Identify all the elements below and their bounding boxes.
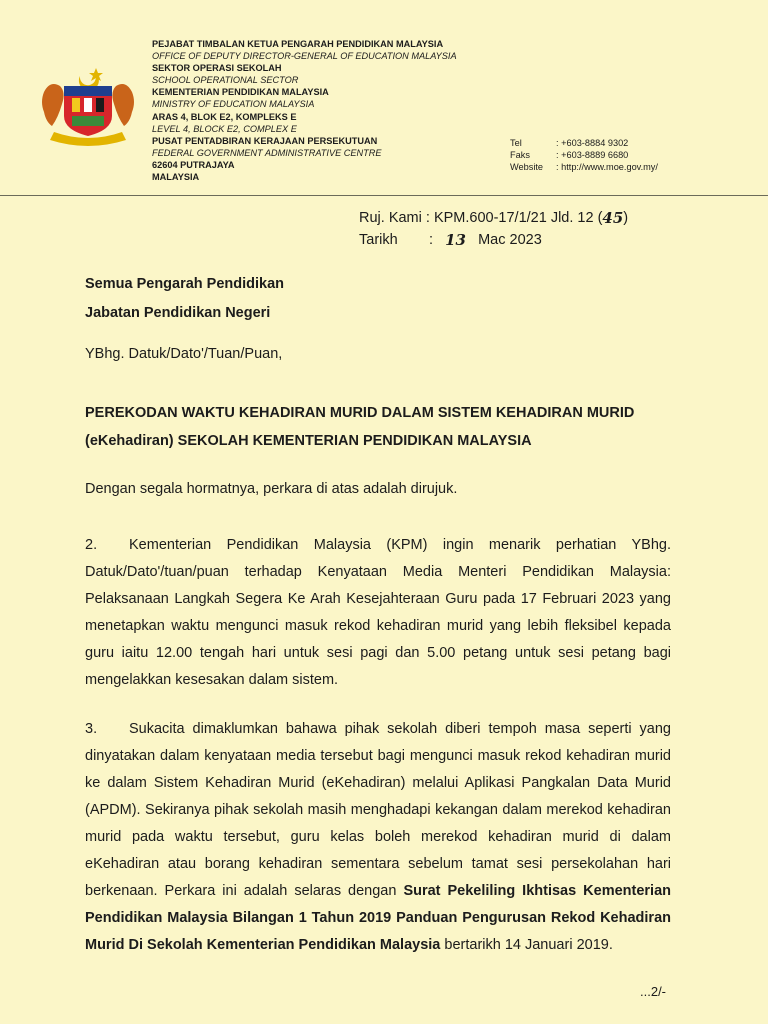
paragraph-text: Sukacita dimaklumkan bahawa pihak sekolah diberi tempoh masa seperti yang dinyatakan dalam kenyataan media tersebut bagi mengunci masuk rekod kehadiran murid ke dalam Sistem Kehadiran Murid (eKehadiran) melalui Aplikasi Pangkalan Data Murid (APDM). Sekiranya pihak sekolah masih menghadapi kekangan dalam merekod kehadiran murid pada waktu tersebut, guru kelas boleh merekod kehadiran murid di dalam eKehadiran atau borang kehadiran sementara sebelum tamat sesi persekolahan hari berkenaan. Perkara ini adalah selaras dengan (85, 721, 671, 899)
letterhead-contact (510, 137, 658, 173)
salutation: YBhg. Datuk/Dato'/Tuan/Puan, (85, 346, 283, 362)
tarikh-colon: : (429, 232, 434, 248)
letterhead-divider (0, 195, 768, 196)
tarikh-rest: Mac 2023 (478, 232, 542, 248)
circular-reference: Surat Pekeliling Ikhtisas Kementerian Pendidikan Malaysia Bilangan 1 Tahun 2019 Panduan Pengurusan Rekod Kehadiran Murid Di Sekolah Kementerian Pendidikan Malaysia (85, 883, 671, 953)
contact-value: : +603-8889 6680 (556, 150, 629, 161)
letterhead-line: PEJABAT TIMBALAN KETUA PENGARAH PENDIDIKAN MALAYSIA (152, 39, 444, 49)
contact-value: : +603-8884 9302 (556, 138, 629, 148)
contact-value[interactable]: : http://www.moe.gov.my/ (556, 162, 658, 173)
tarikh-day-handwritten: 13 (445, 231, 466, 249)
letterhead-line: OFFICE OF DEPUTY DIRECTOR-GENERAL OF EDUCATION MALAYSIA (152, 51, 457, 62)
paragraph-text: Kementerian Pendidikan Malaysia (KPM) ingin menarik perhatian YBhg. Datuk/Dato'/tuan/puan terhadap Kenyataan Media Menteri Pendidikan Malaysia: Pelaksanaan Langkah Segera Ke Arah Kesejahteraan Guru pada 17 Februari 2023 yang menetapkan waktu mengunci masuk rekod kehadiran murid yang lebih fleksibel kepada guru iaitu 12.00 tengah hari untuk sesi pagi dan 5.00 petang untuk sesi petang bagi mengelakkan kesesakan dalam sistem. (85, 537, 671, 688)
reference-date (359, 229, 628, 251)
letterhead-line: ARAS 4, BLOK E2, KOMPLEKS E (152, 111, 297, 122)
letterhead-line: LEVEL 4, BLOCK E2, COMPLEX E (152, 123, 297, 134)
ruj-handwritten: 45 (602, 209, 624, 227)
contact-label: Faks (510, 150, 530, 161)
reference-number (359, 207, 628, 229)
letterhead-line: MALAYSIA (152, 172, 200, 183)
page-continuation: ...2/- (640, 984, 667, 999)
ruj-close: ) (623, 210, 629, 226)
paragraph-number: 3. (85, 721, 98, 737)
letterhead-address (152, 38, 457, 183)
paragraph-number: 2. (85, 537, 98, 553)
reference-block (359, 207, 628, 251)
paragraph-2 (85, 532, 671, 694)
ruj-label: Ruj. Kami : (359, 210, 430, 226)
tarikh-label: Tarikh (359, 232, 398, 248)
contact-label: Website (510, 162, 544, 173)
paragraph-text-end: bertarikh 14 Januari 2019. (440, 937, 613, 953)
contact-row (510, 161, 658, 173)
opening-line: Dengan segala hormatnya, perkara di atas adalah dirujuk. (85, 481, 458, 497)
letterhead-line: FEDERAL GOVERNMENT ADMINISTRATIVE CENTRE (152, 147, 382, 158)
contact-row (510, 149, 658, 161)
paragraph-3 (85, 716, 671, 959)
contact-row (510, 137, 658, 149)
recipient-line: Jabatan Pendidikan Negeri (85, 305, 271, 321)
letterhead-line: SCHOOL OPERATIONAL SECTOR (152, 75, 299, 86)
recipient-block (85, 270, 284, 328)
letterhead-line: MINISTRY OF EDUCATION MALAYSIA (152, 99, 315, 110)
ruj-value: KPM.600-17/1/21 Jld. 12 ( (433, 210, 603, 226)
letterhead-line: SEKTOR OPERASI SEKOLAH (152, 63, 282, 74)
letterhead-line: KEMENTERIAN PENDIDIKAN MALAYSIA (152, 87, 329, 98)
malaysia-coat-of-arms-icon (36, 62, 140, 146)
letterhead-line: 62604 PUTRAJAYA (152, 159, 235, 170)
recipient-line: Semua Pengarah Pendidikan (85, 276, 285, 292)
contact-label: Tel (510, 138, 522, 148)
letterhead-line: PUSAT PENTADBIRAN KERAJAAN PERSEKUTUAN (152, 135, 378, 146)
letter-subject: PEREKODAN WAKTU KEHADIRAN MURID DALAM SISTEM KEHADIRAN MURID (eKehadiran) SEKOLAH KEMENTERIAN PENDIDIKAN MALAYSIA (85, 405, 635, 449)
